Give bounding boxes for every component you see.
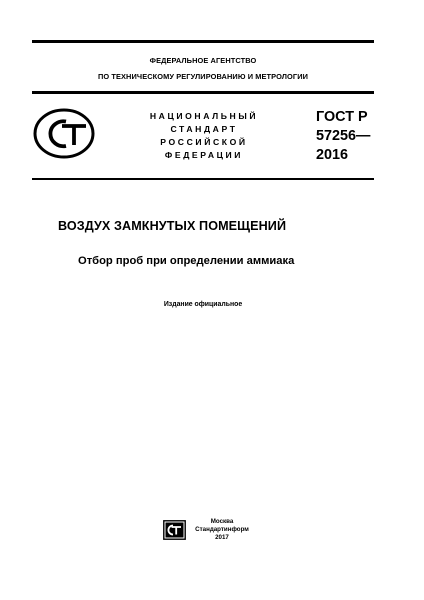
- standard-line-1: НАЦИОНАЛЬНЫЙ: [149, 111, 259, 121]
- gost-number: [316, 108, 386, 165]
- top-rule: [32, 40, 374, 43]
- gost-number-line-2: 57256—: [316, 128, 371, 144]
- standard-line-4: ФЕДЕРАЦИИ: [164, 150, 244, 160]
- publisher-city: Москва: [210, 518, 234, 525]
- standard-line-2: СТАНДАРТ: [170, 124, 238, 134]
- standard-line-3: РОССИЙСКОЙ: [160, 137, 248, 147]
- document-title: ВОЗДУХ ЗАМКНУТЫХ ПОМЕЩЕНИЙ: [58, 219, 287, 233]
- document-subtitle: Отбор проб при определении аммиака: [78, 255, 295, 267]
- national-standard-label: [128, 110, 280, 162]
- agency-name-line-2: ПО ТЕХНИЧЕСКОМУ РЕГУЛИРОВАНИЮ И МЕТРОЛОГИИ: [97, 72, 309, 81]
- edition-label: Издание официальное: [163, 301, 243, 308]
- bottom-rule: [32, 178, 374, 180]
- gost-r-certification-mark-icon: [33, 108, 95, 159]
- gost-number-line-3: 2016: [316, 147, 349, 163]
- publication-year: 2017: [215, 534, 229, 541]
- agency-name-line-1: ФЕДЕРАЛЬНОЕ АГЕНТСТВО: [149, 56, 257, 65]
- publisher-name: Стандартинформ: [195, 526, 249, 533]
- publisher-imprint: [190, 518, 254, 542]
- gost-number-line-1: ГОСТ Р: [316, 109, 368, 125]
- standartinform-logo-icon: [163, 520, 186, 540]
- middle-rule: [32, 91, 374, 94]
